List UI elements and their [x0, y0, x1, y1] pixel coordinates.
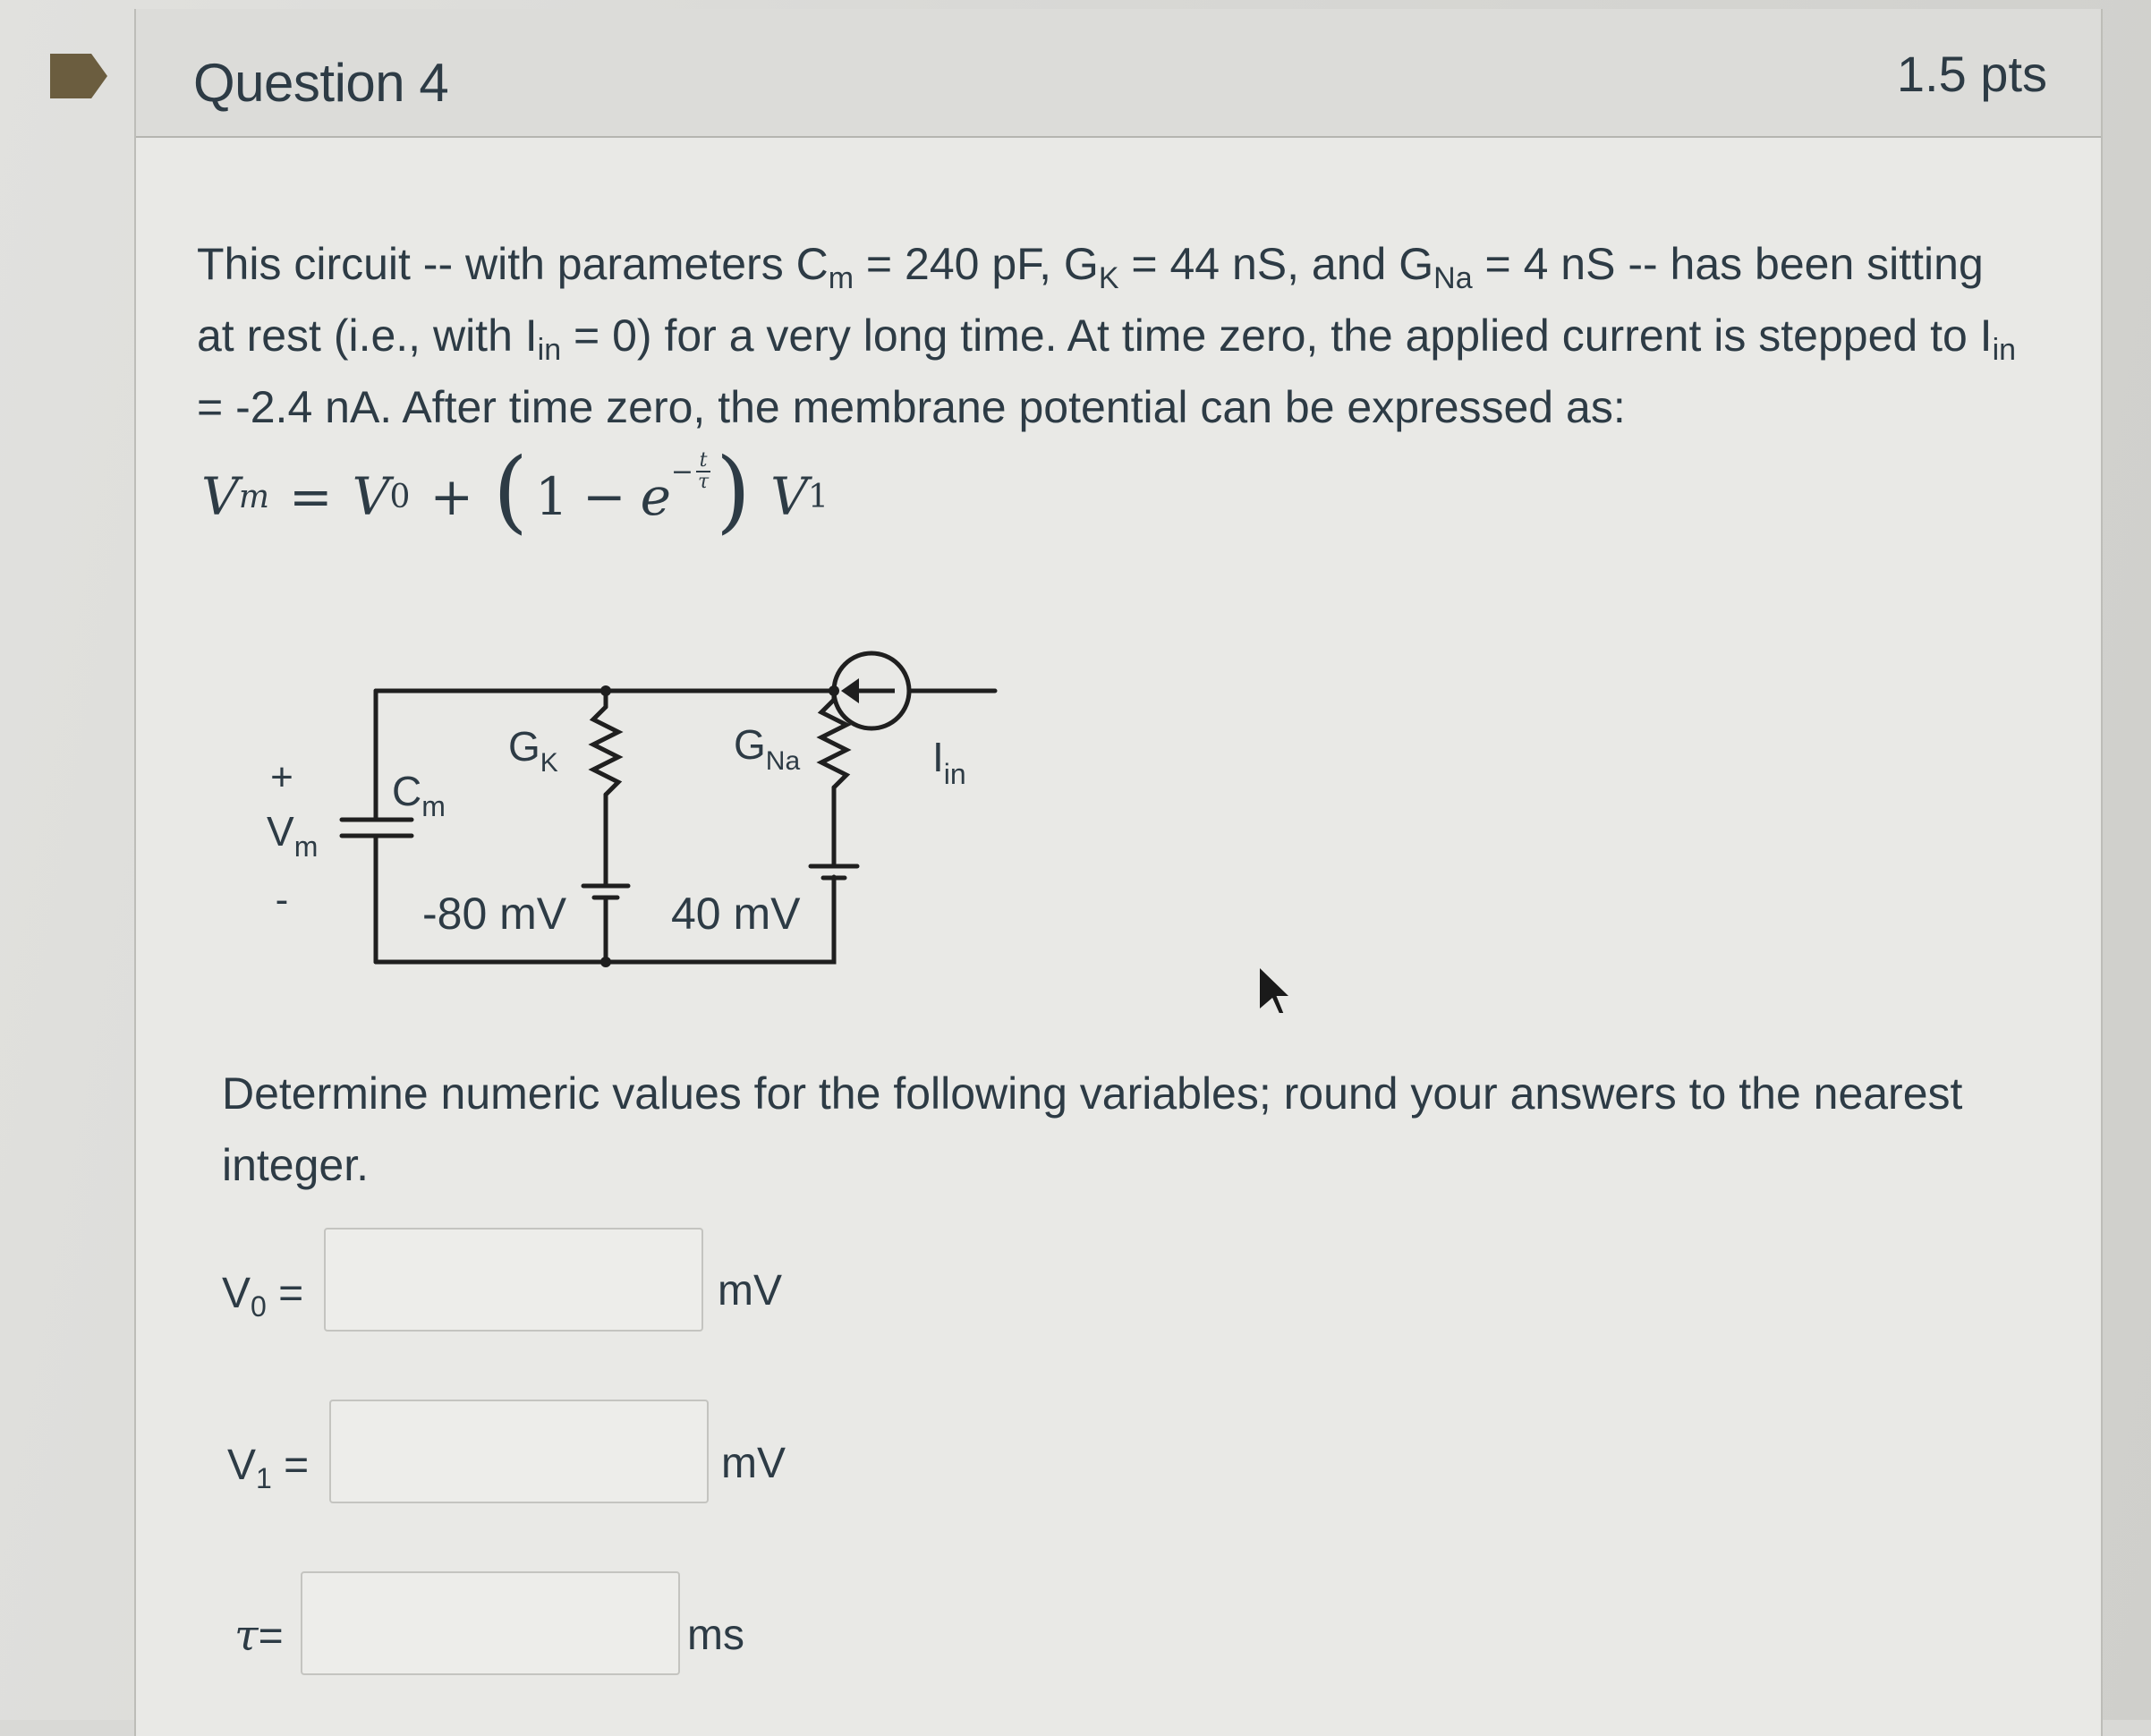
eq-v0-sub: 0	[389, 478, 411, 515]
eq-minus: −	[582, 466, 626, 527]
eq-exp-num: t	[699, 449, 708, 472]
v0-input[interactable]	[324, 1228, 703, 1332]
iin-letter: I	[932, 734, 944, 780]
gna-sub: Na	[765, 746, 801, 776]
text-segment: This circuit -- with parameters C	[197, 239, 829, 289]
eq-vm-sub: m	[238, 478, 270, 515]
ek-label: -80 mV	[422, 889, 567, 939]
ena-label: 40 mV	[671, 889, 801, 939]
gna-letter: G	[734, 721, 766, 768]
question-header	[136, 9, 2101, 138]
question-points: 1.5 pts	[1896, 46, 2047, 102]
v0-label: $V_0$ =	[222, 1270, 304, 1323]
text-segment: = 240 pF, G	[854, 239, 1099, 289]
subscript: Na	[1433, 261, 1473, 295]
membrane-equation	[201, 438, 829, 543]
gk-label	[508, 723, 558, 778]
subscript: in	[537, 333, 562, 367]
subscript: m	[828, 261, 854, 295]
eq-exponent	[671, 451, 710, 492]
eq-plus: +	[429, 466, 474, 527]
gk-resistor	[593, 707, 618, 795]
current-source-icon	[834, 653, 909, 728]
gk-sub: K	[540, 748, 558, 778]
text-segment: = -2.4 nA. After time zero, the membrane potential can be expressed as:	[197, 382, 1626, 432]
tau-label: τ=	[234, 1611, 284, 1661]
vm-letter: V	[267, 808, 294, 855]
gk-letter: G	[508, 723, 540, 770]
vm-label	[267, 808, 318, 863]
iin-label	[932, 734, 966, 790]
tau-input[interactable]	[301, 1571, 680, 1675]
eq-v1: V	[770, 466, 808, 527]
eq-e: e	[640, 466, 671, 527]
eq-exp-minus: −	[670, 455, 694, 488]
cm-letter: C	[392, 768, 422, 814]
eq-exp-den: τ	[697, 471, 710, 493]
eq-one: 1	[535, 466, 568, 527]
circuit-diagram	[251, 626, 1020, 984]
question-title: Question 4	[193, 53, 449, 113]
v1-label: $V_1$ =	[227, 1442, 310, 1494]
iin-sub: in	[943, 758, 966, 790]
eq-v0: V	[352, 466, 390, 527]
v1-unit: mV	[721, 1440, 786, 1487]
cm-sub: m	[421, 790, 446, 822]
v0-unit: mV	[718, 1267, 782, 1315]
junction-gk-top	[600, 685, 611, 696]
vm-plus-label: +	[270, 755, 293, 799]
gna-label	[734, 721, 800, 776]
subscript: in	[1992, 333, 2017, 367]
eq-vm: V	[201, 466, 239, 527]
eq-rparen: )	[716, 438, 752, 543]
question-text	[197, 228, 2022, 443]
eq-exp-frac	[696, 451, 710, 492]
vm-sub: m	[293, 830, 319, 863]
eq-v1-sub: 1	[807, 478, 829, 515]
instruction-text: Determine numeric values for the following variables; round your answers to the nearest integer.	[222, 1068, 1963, 1190]
tau-unit: ms	[687, 1612, 744, 1659]
vm-minus-label: -	[275, 878, 289, 922]
subscript: K	[1098, 261, 1119, 295]
cm-label	[392, 768, 446, 822]
eq-equals: =	[289, 466, 333, 527]
junction-gk-bottom	[600, 957, 611, 967]
v1-input[interactable]	[329, 1400, 709, 1503]
text-segment: = 4 nS -- has been sitting at rest (i.e., with I	[197, 239, 1984, 361]
text-segment: = 0) for a very long time. At time zero, the applied current is stepped to I	[561, 311, 1993, 361]
text-segment: = 44 nS, and G	[1118, 239, 1434, 289]
eq-lparen: (	[493, 438, 529, 543]
